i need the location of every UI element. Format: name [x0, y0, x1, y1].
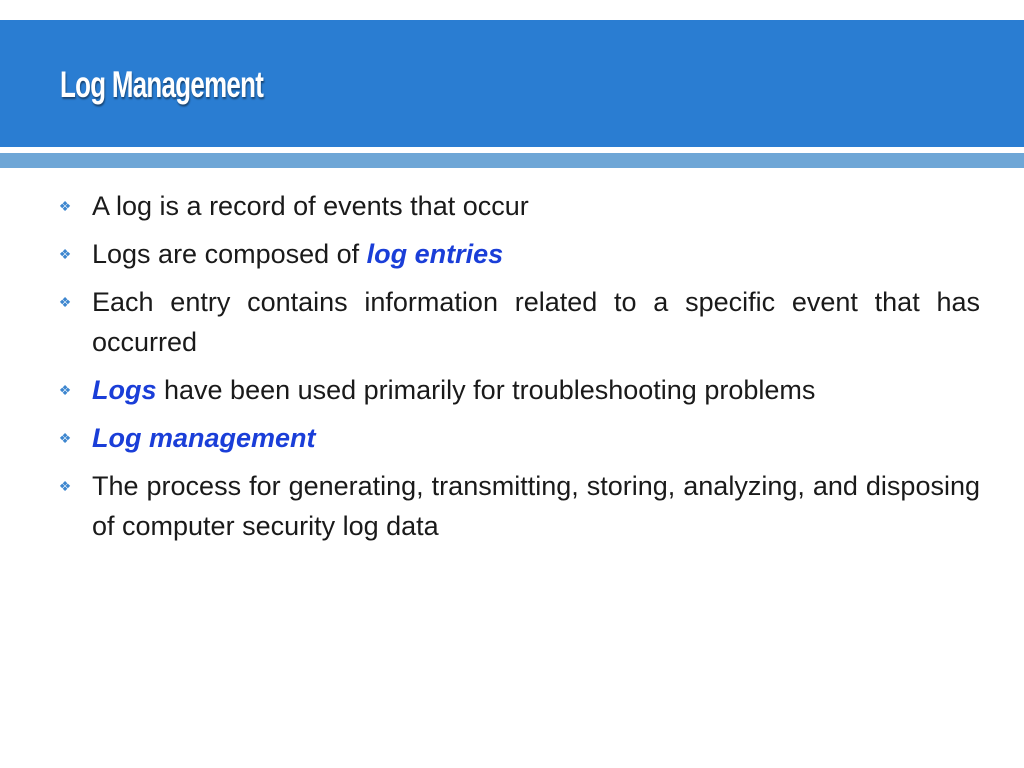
bullet-text: have been used primarily for troubleshooting problems — [156, 375, 816, 405]
bullet-item — [56, 466, 980, 546]
bullet-item — [56, 186, 980, 226]
four-point-star-icon: ❖ — [58, 478, 72, 494]
emphasis-text: Log management — [92, 423, 316, 453]
four-point-star-icon: ❖ — [58, 246, 72, 262]
bullet-item — [56, 282, 980, 362]
four-point-star-icon: ❖ — [58, 430, 72, 446]
bullet-list — [56, 186, 980, 554]
bullet-text: A log is a record of events that occur — [92, 191, 529, 221]
four-point-star-icon: ❖ — [58, 294, 72, 310]
bullet-text: Each entry contains information related to a specific event that has occurred — [92, 287, 980, 357]
four-point-star-icon: ❖ — [58, 198, 72, 214]
four-point-star-icon: ❖ — [58, 382, 72, 398]
bullet-item — [56, 418, 980, 458]
bullet-item — [56, 234, 980, 274]
bullet-text: The process for generating, transmitting, storing, analyzing, and disposing of computer security log data — [92, 471, 980, 541]
bullet-text: Logs are composed of — [92, 239, 367, 269]
header-stripe — [0, 153, 1024, 168]
emphasis-text: log entries — [366, 239, 504, 269]
bullet-item — [56, 370, 980, 410]
slide-title: Log Management — [60, 64, 264, 105]
emphasis-text: Logs — [92, 375, 157, 405]
